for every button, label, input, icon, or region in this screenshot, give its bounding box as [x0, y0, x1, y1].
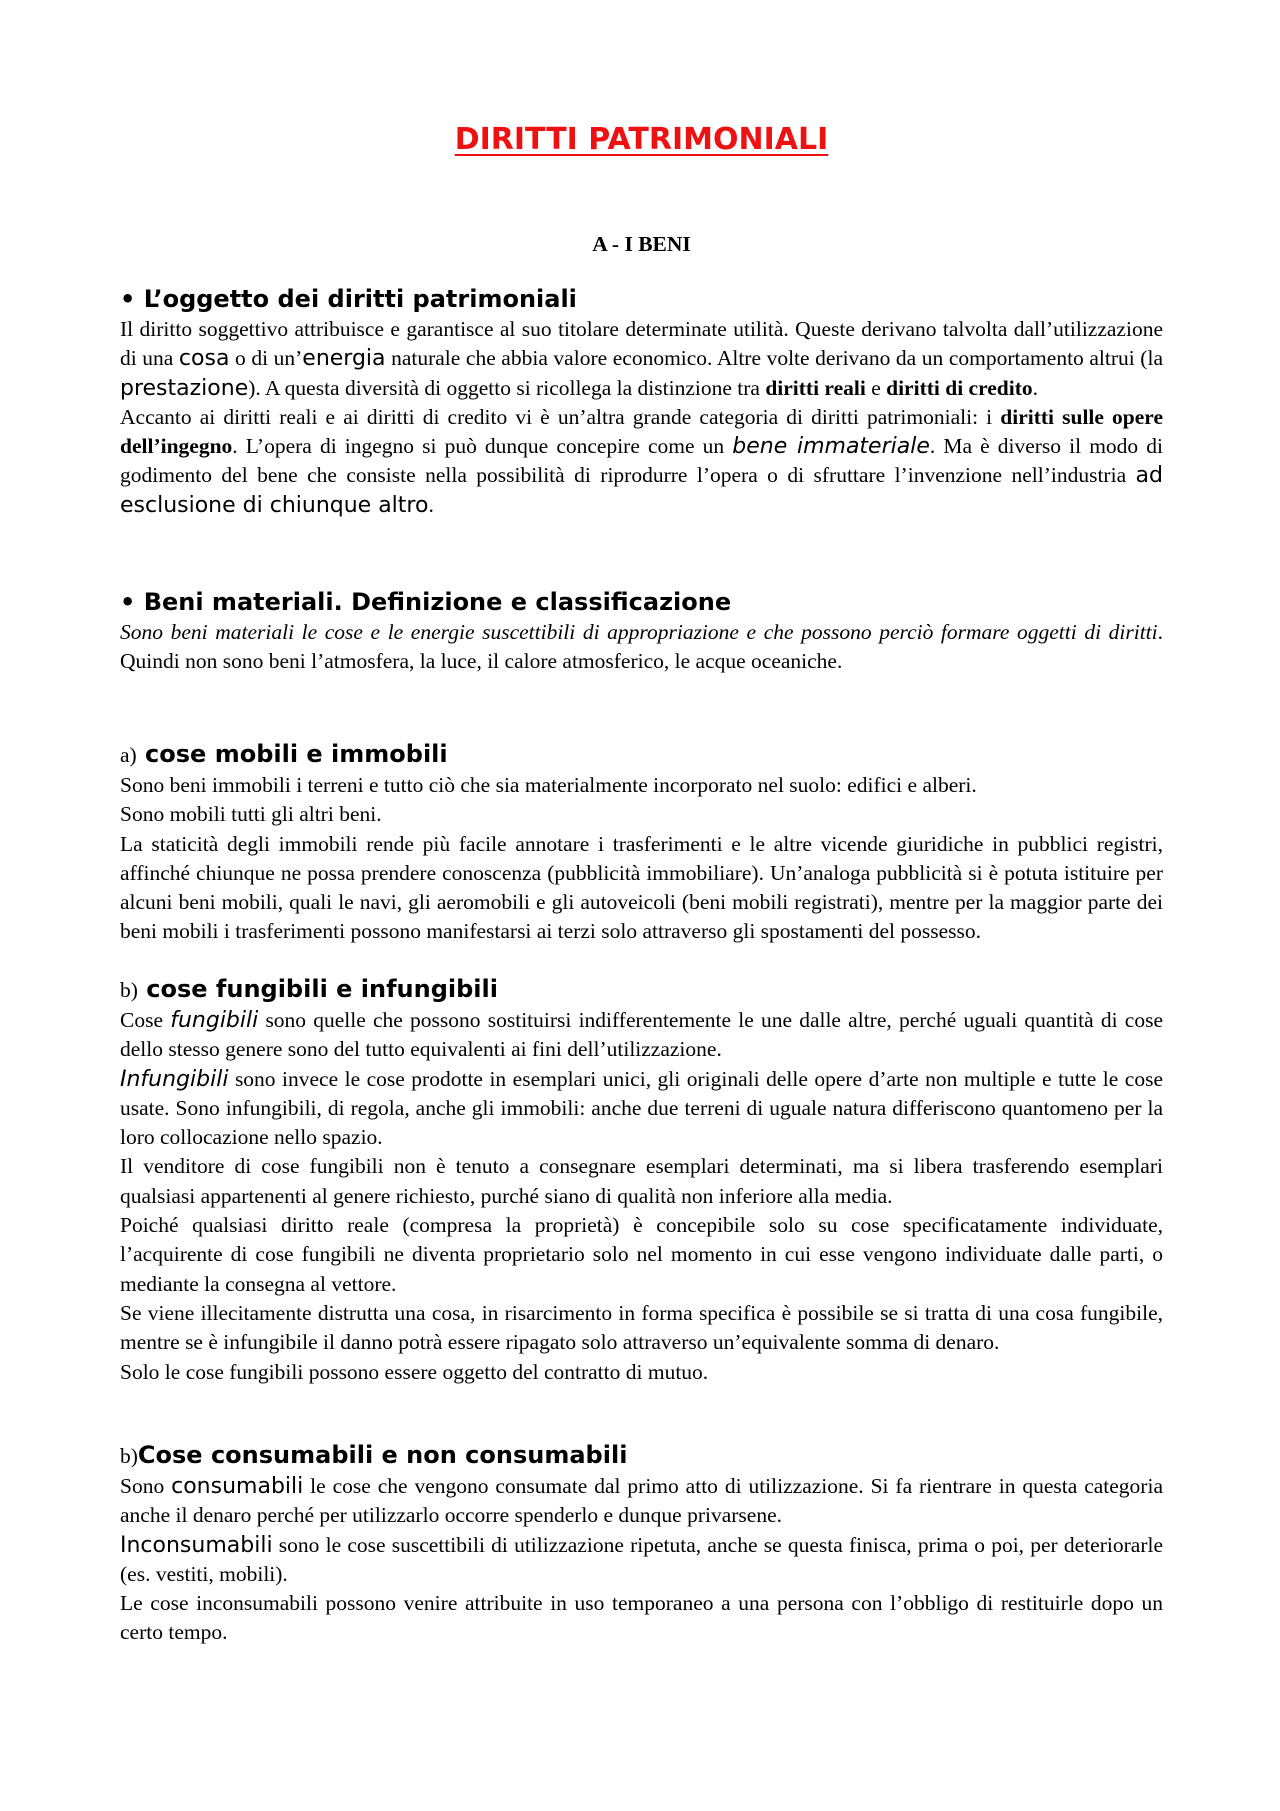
text-run: Accanto ai diritti reali e ai diritti di credito vi è un’altra grande categoria di diritti patrimoniali: i [120, 404, 1001, 429]
paragraph: Se viene illecitamente distrutta una cosa, in risarcimento in forma specifica è possibile se si tratta di una cosa fungibile, mentre se è infungibile il danno potrà essere ripagato solo attraverso un’equivalente somma di denaro. [120, 1300, 1163, 1355]
section-heading: • L’oggetto dei diritti patrimoniali [120, 285, 577, 313]
section-beni-materiali [120, 586, 1163, 677]
paragraph: Sono mobili tutti gli altri beni. [120, 802, 382, 827]
text-run: e [865, 375, 887, 400]
text-run: sono invece le cose prodotte in esemplari unici, gli originali delle opere d’arte non multiple e tutte le cose usate. Sono infungibili, di regola, anche gli immobili: anche due terreni di uguale natura differiscono quantomeno per la loro collocazione nello spazio. [120, 1066, 1163, 1150]
paragraph [120, 1006, 1163, 1065]
term: Inconsumabili [120, 1532, 273, 1558]
term: cosa [178, 346, 230, 372]
text-run: ). A questa diversità di oggetto si ricollega la distinzione tra [248, 375, 766, 400]
paragraph [120, 403, 1163, 520]
subsection-heading [120, 1440, 1163, 1472]
text-run: . Quindi non sono beni l’atmosfera, la luce, il calore atmosferico, le acque oceaniche. [120, 620, 1163, 674]
text-run: o di un’ [229, 346, 303, 371]
paragraph [120, 1472, 1163, 1531]
section-heading: • Beni materiali. Definizione e classificazione [120, 588, 732, 616]
term-bold: diritti sulle opere dell’ingegno [120, 404, 1163, 459]
paragraph: Poiché qualsiasi diritto reale (compresa la proprietà) è concepibile solo su cose specificatamente individuate, l’acquirente di cose fungibili ne diventa proprietario solo nel momento in cui esse vengono individuate dalle parti, o mediante la consegna al vettore. [120, 1213, 1163, 1296]
heading-text: Cose consumabili e non consumabili [137, 1441, 628, 1469]
subsection-heading [120, 739, 1163, 771]
section-mobili-immobili [120, 739, 1163, 947]
section-oggetto [120, 283, 1163, 520]
text-run: . L’opera di ingegno si può dunque concepire come un [232, 434, 733, 459]
paragraph [120, 1065, 1163, 1153]
text-run: . [1032, 375, 1039, 400]
term: prestazione [120, 375, 249, 401]
page-title: DIRITTI PATRIMONIALI [454, 122, 829, 157]
section-title: A - I BENI [592, 232, 691, 256]
list-letter: a) [120, 743, 137, 767]
term: energia [302, 346, 386, 372]
text-run: sono quelle che possono sostituirsi indifferentemente le une dalle altre, perché uguali quantità di cose dello stesso genere sono del tutto equivalenti ai fini dell’utilizzazione. [120, 1008, 1164, 1062]
list-letter: b) [120, 978, 138, 1002]
section-fungibili [120, 974, 1163, 1387]
paragraph: Le cose inconsumabili possono venire attribuite in uso temporaneo a una persona con l’obbligo di restituirle dopo un certo tempo. [120, 1591, 1163, 1645]
paragraph [120, 618, 1163, 677]
text-run: Il diritto soggettivo attribuisce e garantisce al suo titolare determinate utilità. Queste derivano talvolta dall’utilizzazione di una [120, 317, 1163, 371]
heading-text: cose fungibili e infungibili [137, 975, 498, 1003]
text-run: Sono [120, 1474, 172, 1498]
paragraph: Sono beni immobili i terreni e tutto ciò che sia materialmente incorporato nel suolo: edifici e alberi. [120, 773, 977, 797]
section-consumabili [120, 1440, 1163, 1648]
text-run: . Ma è diverso il modo di godimento del bene che consiste nella possibilità di riprodurre l’opera o di sfruttare l’invenzione nell’industria [120, 434, 1164, 488]
definition: Sono beni materiali le cose e le energie suscettibili di appropriazione e che possono perciò formare oggetti di diritti [120, 620, 1158, 644]
paragraph [120, 315, 1163, 403]
paragraph: La staticità degli immobili rende più facile annotare i trasferimenti e le altre vicende giuridiche in pubblici registri, affinché chiunque ne possa prendere conoscenza (pubblicità immobiliare). Un’analoga pubblicità si è potuta istituire per alcuni beni mobili, quali le navi, gli aeromobili e gli autoveicoli (beni mobili registrati), mentre per la maggior parte dei beni mobili i trasferimenti possono manifestarsi ai terzi solo attraverso gli spostamenti del possesso. [120, 831, 1163, 944]
paragraph: Solo le cose fungibili possono essere oggetto del contratto di mutuo. [120, 1359, 709, 1384]
subsection-heading [120, 974, 1163, 1006]
term-bold: diritti di credito [886, 375, 1033, 400]
paragraph: Il venditore di cose fungibili non è tenuto a consegnare esemplari determinati, ma si libera trasferendo esemplari qualsiasi appartenenti al genere richiesto, purché siano di qualità non inferiore alla media. [120, 1154, 1163, 1208]
paragraph [120, 1531, 1163, 1590]
text-run: . [428, 492, 434, 517]
text-run: naturale che abbia valore economico. Altre volte derivano da un comportamento altrui (la [385, 346, 1163, 371]
text-run: sono le cose suscettibili di utilizzazione ripetuta, anche se questa finisca, prima o poi, per deteriorarle (es. vestiti, mobili). [120, 1532, 1163, 1586]
term: fungibili [170, 1008, 259, 1033]
term: ad esclusione di chiunque altro [120, 463, 1163, 518]
list-letter: b) [120, 1444, 138, 1468]
term-bold: diritti reali [765, 375, 866, 400]
text-run: le cose che vengono consumate dal primo atto di utilizzazione. Si fa rientrare in questa categoria anche il denaro perché per utilizzarlo occorre spenderlo e dunque privarsene. [120, 1474, 1163, 1528]
term: consumabili [171, 1474, 304, 1499]
heading-text: cose mobili e immobili [136, 740, 448, 768]
term: Infungibili [120, 1066, 229, 1092]
text-run: Cose [120, 1008, 171, 1032]
term: bene immateriale [732, 434, 930, 460]
